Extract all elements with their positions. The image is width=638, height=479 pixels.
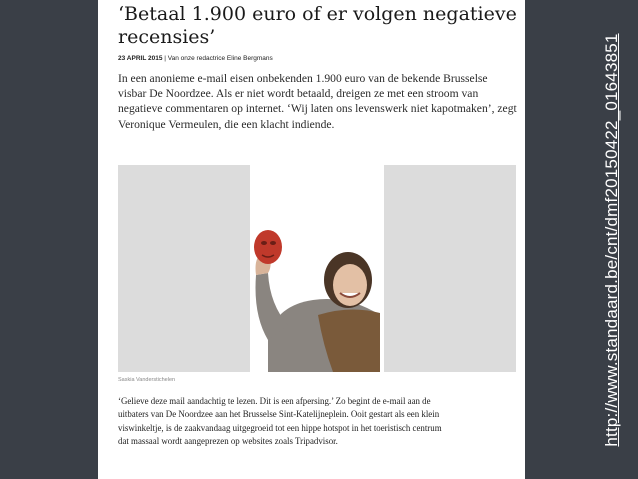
article-date: 23 APRIL 2015	[118, 55, 163, 62]
source-url-link[interactable]: http://www.standaard.be/cnt/dmf20150422_01643851	[602, 33, 621, 447]
article-intro: In een anonieme e-mail eisen onbekenden 1.900 euro van de bekende Brusselse visbar De Noordzee. Als er niet wordt betaald, dreigen ze met een stroom van negatieve commentaren op internet. ‘Wij laten ons levenswerk niet kapotmaken’, zegt Veronique Vermeulen, die een klacht indiende.	[118, 72, 517, 131]
article-headline: ‘Betaal 1.900 euro of er volgen negatieve recensies’	[118, 3, 517, 48]
article-author: Van onze redactrice Eline Bergmans	[167, 55, 273, 62]
byline-separator: |	[162, 55, 168, 62]
photo-watermark: standaard	[288, 222, 304, 285]
woman-holding-mask-illustration	[118, 165, 516, 372]
article-photo	[118, 165, 516, 372]
photo-caption: Saskia Vanderstichelen	[118, 377, 176, 383]
article-body: ‘Gelieve deze mail aandachtig te lezen. Dit is een afpersing.’ Zo begint de e-mail aan de uitbaters van De Noordzee aan het Brusselse Sint-Katelijneplein. Ooit gestart als een klein viswinkeltje, is de zaakvandaag uitgegroeid tot een hippe hotspot in het toeristisch centrum dat massaal wordt aangeprezen op websites zoals Tripadvisor.	[118, 396, 442, 447]
article-clipping	[98, 0, 525, 479]
source-url-vertical[interactable]	[602, 33, 622, 446]
article-byline	[118, 55, 273, 62]
